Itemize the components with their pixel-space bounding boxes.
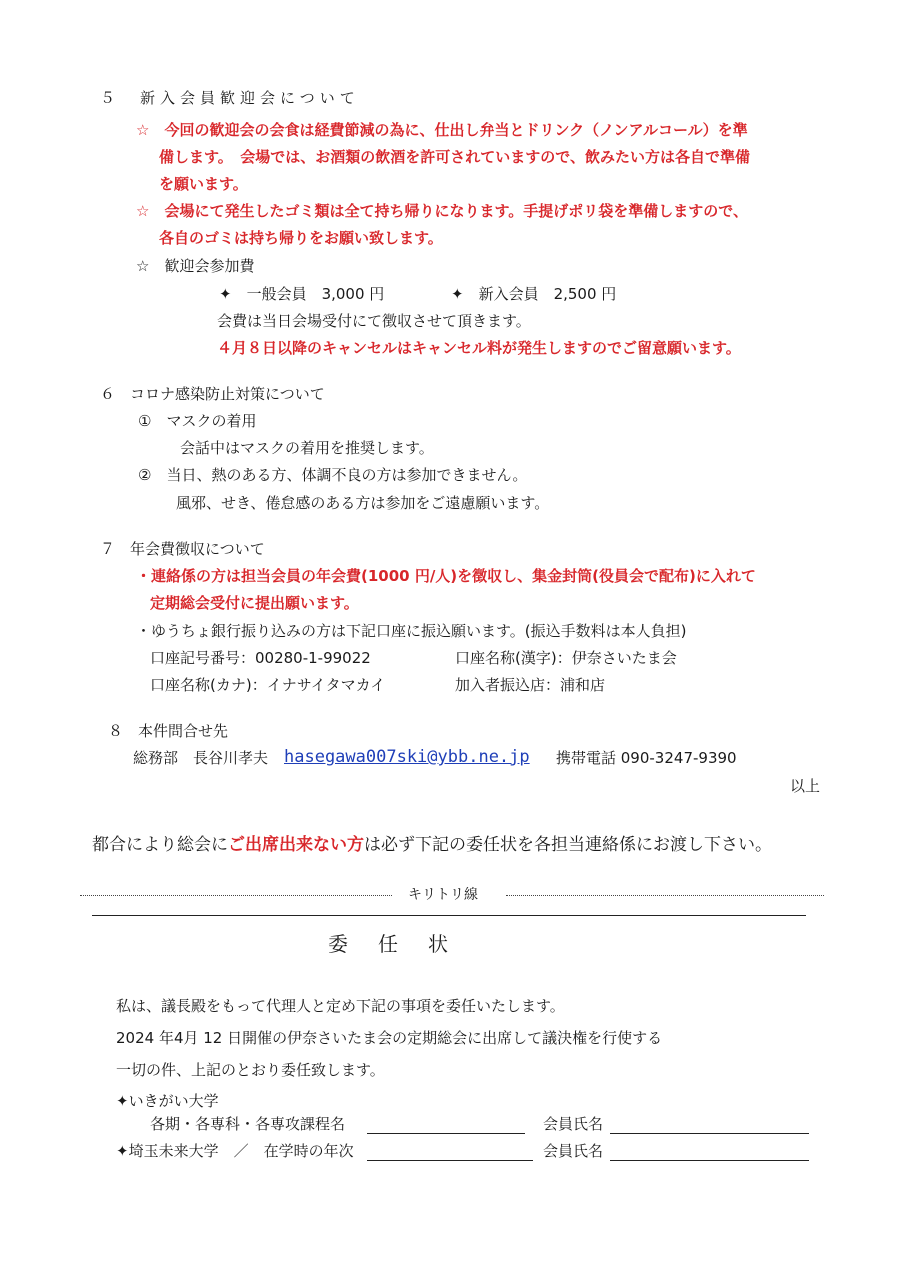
ikigai-university-label: ✦いきがい大学 [116, 1092, 219, 1110]
section5-heading: ５ 新入会員歓迎会について [100, 89, 360, 107]
ikigai-field-input[interactable] [367, 1133, 525, 1134]
section5-bullet1-line1: ☆ 今回の歓迎会の会食は経費節減の為に、仕出し弁当とドリンク（ノンアルコール）を準 [136, 121, 748, 139]
contact-email-link[interactable]: hasegawa007ski@ybb.ne.jp [284, 747, 530, 767]
notice-part3: は必ず下記の委任状を各担当連絡係にお渡し下さい。 [364, 835, 772, 855]
account-name-kanji: 口座名称(漢字)：伊奈さいたま会 [455, 649, 677, 667]
cancel-note: ４月８日以降のキャンセルはキャンセル料が発生しますのでご留意願います。 [217, 339, 741, 357]
separator-rule [92, 915, 806, 916]
member-name-label-1: 会員氏名 [543, 1115, 604, 1133]
section6-item2: ② 当日、熱のある方、体調不良の方は参加できません。 [138, 466, 528, 484]
section6-item1-text: 会話中はマスクの着用を推奨します。 [180, 439, 434, 457]
proxy-title: 委任状 [328, 932, 478, 956]
cut-dotted-line-left [80, 895, 392, 896]
member-name-label-2: 会員氏名 [543, 1142, 604, 1160]
section6-item2-text: 風邪、せき、倦怠感のある方は参加をご遠慮願います。 [176, 494, 550, 512]
account-name-kana: 口座名称(カナ)：イナサイタマカイ [150, 676, 386, 694]
fee-heading: ☆ 歓迎会参加費 [136, 257, 255, 275]
bank-transfer-note: ・ゆうちょ銀行振り込みの方は下記口座に振込願います。(振込手数料は本人負担) [136, 622, 687, 640]
branch-name: 加入者振込店：浦和店 [455, 676, 606, 694]
saitama-university-label: ✦埼玉未来大学 ／ 在学時の年次 [116, 1142, 354, 1160]
cut-line-label: キリトリ線 [408, 887, 478, 903]
notice-part1: 都合により総会に [92, 835, 228, 855]
section7-red-line2: 定期総会受付に提出願います。 [150, 594, 359, 612]
fee-note: 会費は当日会場受付にて徴収させて頂きます。 [217, 312, 531, 330]
member-name-input-2[interactable] [610, 1160, 809, 1161]
contact-person: 総務部 長谷川孝夫 [133, 749, 269, 767]
ikigai-field-label: 各期・各専科・各専攻課程名 [150, 1115, 346, 1133]
section5-bullet2-line2: 各自のゴミは持ち帰りをお願い致します。 [159, 229, 443, 247]
cut-dotted-line-right [506, 895, 824, 896]
proxy-notice [92, 837, 772, 854]
section5-bullet1-line2: 備します。 会場では、お酒類の飲酒を許可されていますので、飲みたい方は各自で準備 [159, 148, 751, 166]
section5-bullet2-line1: ☆ 会場にて発生したゴミ類は全て持ち帰りになります。手提げポリ袋を準備しますので、 [136, 202, 748, 220]
proxy-line1: 私は、議長殿をもって代理人と定め下記の事項を委任いたします。 [116, 997, 565, 1015]
fee-new-member: ✦ 新入会員 2,500 円 [451, 285, 617, 303]
section6-item1: ① マスクの着用 [138, 412, 257, 430]
contact-phone: 携帯電話 090-3247-9390 [556, 749, 737, 767]
fee-general: ✦ 一般会員 3,000 円 [219, 285, 385, 303]
section6-heading: ６ コロナ感染防止対策について [100, 385, 325, 403]
notice-emphasis: ご出席出来ない方 [228, 835, 364, 855]
proxy-line3: 一切の件、上記のとおり委任致します。 [116, 1061, 385, 1079]
closing-mark: 以上 [790, 777, 821, 795]
saitama-year-input[interactable] [367, 1160, 533, 1161]
section5-bullet1-line3: を願います。 [159, 175, 248, 193]
section7-red-line1: ・連絡係の方は担当会員の年会費(1000 円/人)を徴収し、集金封筒(役員会で配布)に入れて [136, 567, 756, 585]
member-name-input-1[interactable] [610, 1133, 809, 1134]
account-number: 口座記号番号：00280-1-99022 [150, 649, 371, 667]
proxy-line2: 2024 年4月 12 日開催の伊奈さいたま会の定期総会に出席して議決権を行使する [116, 1029, 663, 1047]
section8-heading: ８ 本件問合せ先 [108, 722, 229, 740]
section7-heading: ７ 年会費徴収について [100, 540, 265, 558]
